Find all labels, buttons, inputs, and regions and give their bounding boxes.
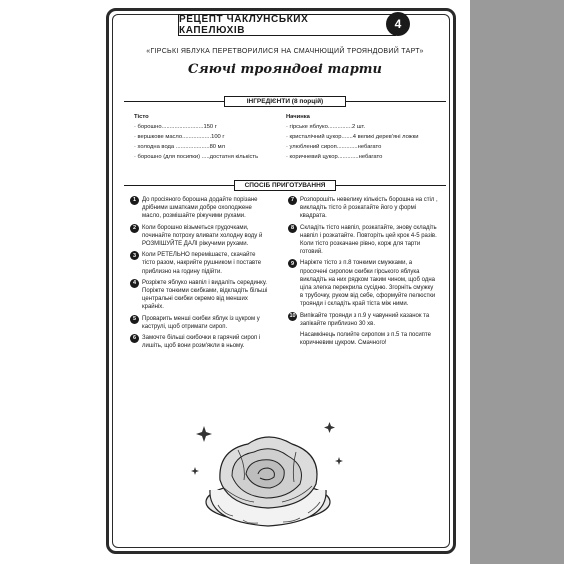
step-item xyxy=(130,251,270,276)
step-number: 5 xyxy=(130,315,139,324)
step-item xyxy=(130,224,270,249)
step-item xyxy=(288,312,438,328)
recipe-page xyxy=(100,0,470,564)
step-number: 2 xyxy=(130,224,139,233)
step-number: 1 xyxy=(130,196,139,205)
step-text: До просіяного борошна додайте порізане дрібними шматками добре охолоджене масло, розмішайте ріжучими рухами. xyxy=(142,197,258,220)
step-item xyxy=(288,224,438,257)
method-heading-bar xyxy=(124,180,446,191)
step-number: 3 xyxy=(130,251,139,260)
step-text: Насамкінець полийте сиропом з п.5 та посипте коричневим цукром. Смачного! xyxy=(300,332,431,347)
ingredient-item: · коричневий цукор.............небагато xyxy=(286,154,383,160)
step-item xyxy=(130,334,270,350)
filling-ingredients xyxy=(286,112,446,162)
chapter-number-badge: 4 xyxy=(386,12,410,36)
step-number: 6 xyxy=(130,334,139,343)
ingredient-item: · холодна вода .....................80 мл xyxy=(134,144,226,150)
step-number: 10 xyxy=(289,313,296,320)
step-number: 7 xyxy=(288,196,297,205)
ingredients-heading: ІНГРЕДІЄНТИ (8 порцій) xyxy=(224,96,346,107)
ingredient-item: · гірське яблуко...............2 шт. xyxy=(286,124,366,130)
method-heading: СПОСІБ ПРИГОТУВАННЯ xyxy=(234,180,336,191)
step-text: Розріжте яблуко навпіл і видаліть серединку. Поріжте тонкими скибками, відкладіть більші центральні скибки окремо від менших крайніх. xyxy=(142,279,268,311)
step-text: Коли борошно візьметься грудочками, починайте потроху вливати холодну воду й РОЗМІШУЙТЕ ДАЛІ ріжучими рухами. xyxy=(142,224,263,248)
recipe-title: Сяючі трояндові тарти xyxy=(188,62,382,77)
ingredient-item: · улюблений сироп.............небагато xyxy=(286,144,382,150)
dough-ingredients xyxy=(134,112,284,162)
step-item xyxy=(288,259,438,308)
step-text: Випікайте троянди з п.9 у чавунний казанок та запікайте приблизно 30 хв. xyxy=(300,312,430,327)
step-item xyxy=(130,315,270,331)
ingredients-heading-bar xyxy=(124,96,446,107)
ingredient-item: · кристалічний цукор.......4 великі дерев'яні ложки xyxy=(286,134,419,140)
step-text: Складіть тісто навпіл, розкатайте, знову складіть навпіл і розкатайте. Повторіть цей крок 4-5 разів. Коли тісто розкачане рівно, корж для тарти готовий. xyxy=(300,224,437,256)
step-number: 4 xyxy=(130,279,139,288)
recipe-subtitle: «ГІРСЬКІ ЯБЛУКА ПЕРЕТВОРИЛИСЯ НА СМАЧНЮЩИЙ ТРОЯНДОВИЙ ТАРТ» xyxy=(146,48,424,55)
ingredient-item: · борошно (для посипки) .....достатня кількість xyxy=(134,154,259,160)
step-item xyxy=(130,196,270,221)
ingredient-item: · борошно..........................150 г xyxy=(134,124,217,130)
chapter-banner: РЕЦЕПТ ЧАКЛУНСЬКИХ КАПЕЛЮХІВ xyxy=(178,14,396,36)
ingredient-item: · вершкове масло..................100 г xyxy=(134,134,225,140)
step-number: 9 xyxy=(288,259,297,268)
step-text: Проварить менші скибки яблук із цукром у каструлі, щоб отримати сироп. xyxy=(142,315,260,330)
steps-right-column xyxy=(288,196,438,350)
dough-heading: Тісто xyxy=(134,114,149,120)
step-text: Наріжте тісто з п.8 тонкими смужками, а просочені сиропом скибки гірського яблука викладіть на них рядком таким чином, щоб одна ціла злегка перекрила сусідню. Згорніть смужку в трубочку, руком від себе, сформуйте пелюстки троянди і складіть край тіста між ними. xyxy=(300,260,436,308)
step-text: Замочте більші скибочки в гарячий сироп і лишіть, щоб вони розм'якли в ньому. xyxy=(142,335,261,350)
step-number: 8 xyxy=(288,224,297,233)
step-text: Коли РЕТЕЛЬНО перемішаєте, скачайте тісто разом, накрийте рушником і поставте приблизно на годину підійти. xyxy=(142,252,262,275)
steps-left-column xyxy=(130,196,270,353)
step-text: Розпорошіть невелику кількість борошна на стіл , викладіть тісто й розкатайте його у формі квадрата. xyxy=(300,197,438,220)
step-item xyxy=(288,196,438,221)
step-item xyxy=(130,279,270,312)
right-gray-margin xyxy=(470,0,564,564)
rose-tart-illustration xyxy=(188,410,348,535)
step-final-note xyxy=(288,331,438,347)
filling-heading: Начинка xyxy=(286,114,310,120)
